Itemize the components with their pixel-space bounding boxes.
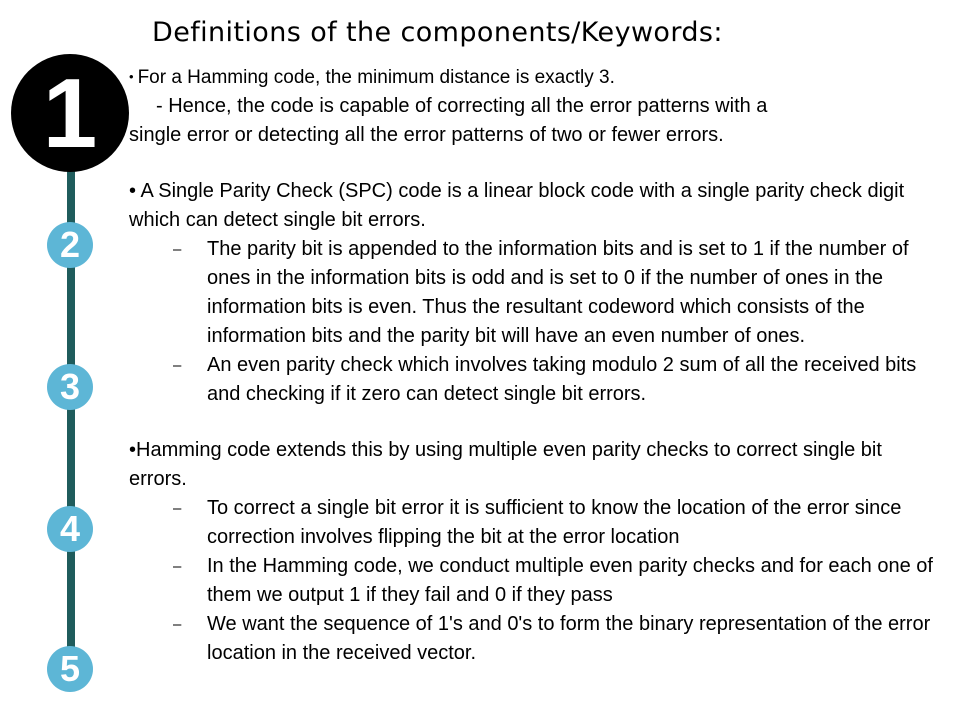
dash-icon: – — [173, 500, 182, 517]
spc-definition: • A Single Parity Check (SPC) code is a linear block code with a single parity check digit which can detect single bit errors. — [129, 180, 905, 231]
parity-checks-text: In the Hamming code, we conduct multiple even parity checks and for each one of them we output 1 if they fail and 0 if they pass — [207, 555, 933, 606]
hamming-distance-text: For a Hamming code, the minimum distance is exactly 3. — [137, 67, 615, 88]
error-location-item — [129, 494, 941, 552]
hamming-distance-line — [129, 62, 941, 92]
spc-parity-bit-item — [129, 235, 941, 351]
step-3-marker: 3 — [47, 364, 93, 410]
spc-even-parity-item — [129, 351, 941, 409]
step-5-marker: 5 — [47, 646, 93, 692]
hamming-capability-line: - Hence, the code is capable of correcting all the error patterns with a — [156, 95, 768, 117]
definitions-body — [129, 62, 941, 668]
slide-title: Definitions of the components/Keywords: — [152, 17, 723, 48]
step-4-marker: 4 — [47, 506, 93, 552]
bullet-icon: • — [129, 69, 134, 84]
dash-icon: – — [173, 357, 182, 374]
binary-representation-item — [129, 610, 941, 668]
hamming-capability-line-2: single error or detecting all the error patterns of two or fewer errors. — [129, 124, 724, 146]
dash-icon: – — [173, 616, 182, 633]
spc-parity-bit-text: The parity bit is appended to the information bits and is set to 1 if the number of ones in the information bits is odd and is set to 0 if the number of ones in the information bits is even. Thus the resultant codeword which consists of the information bits and the parity bit will have an even number of ones. — [207, 238, 909, 347]
binary-representation-text: We want the sequence of 1's and 0's to form the binary representation of the error location in the received vector. — [207, 613, 931, 664]
dash-icon: – — [173, 558, 182, 575]
error-location-text: To correct a single bit error it is sufficient to know the location of the error since correction involves flipping the bit at the error location — [207, 497, 902, 548]
dash-icon: – — [173, 241, 182, 258]
step-2-marker: 2 — [47, 222, 93, 268]
step-1-marker: 1 — [11, 54, 129, 172]
hamming-extension-definition: •Hamming code extends this by using multiple even parity checks to correct single bit errors. — [129, 439, 882, 490]
spc-even-parity-text: An even parity check which involves taking modulo 2 sum of all the received bits and checking if it zero can detect single bit errors. — [207, 354, 917, 405]
parity-checks-item — [129, 552, 941, 610]
